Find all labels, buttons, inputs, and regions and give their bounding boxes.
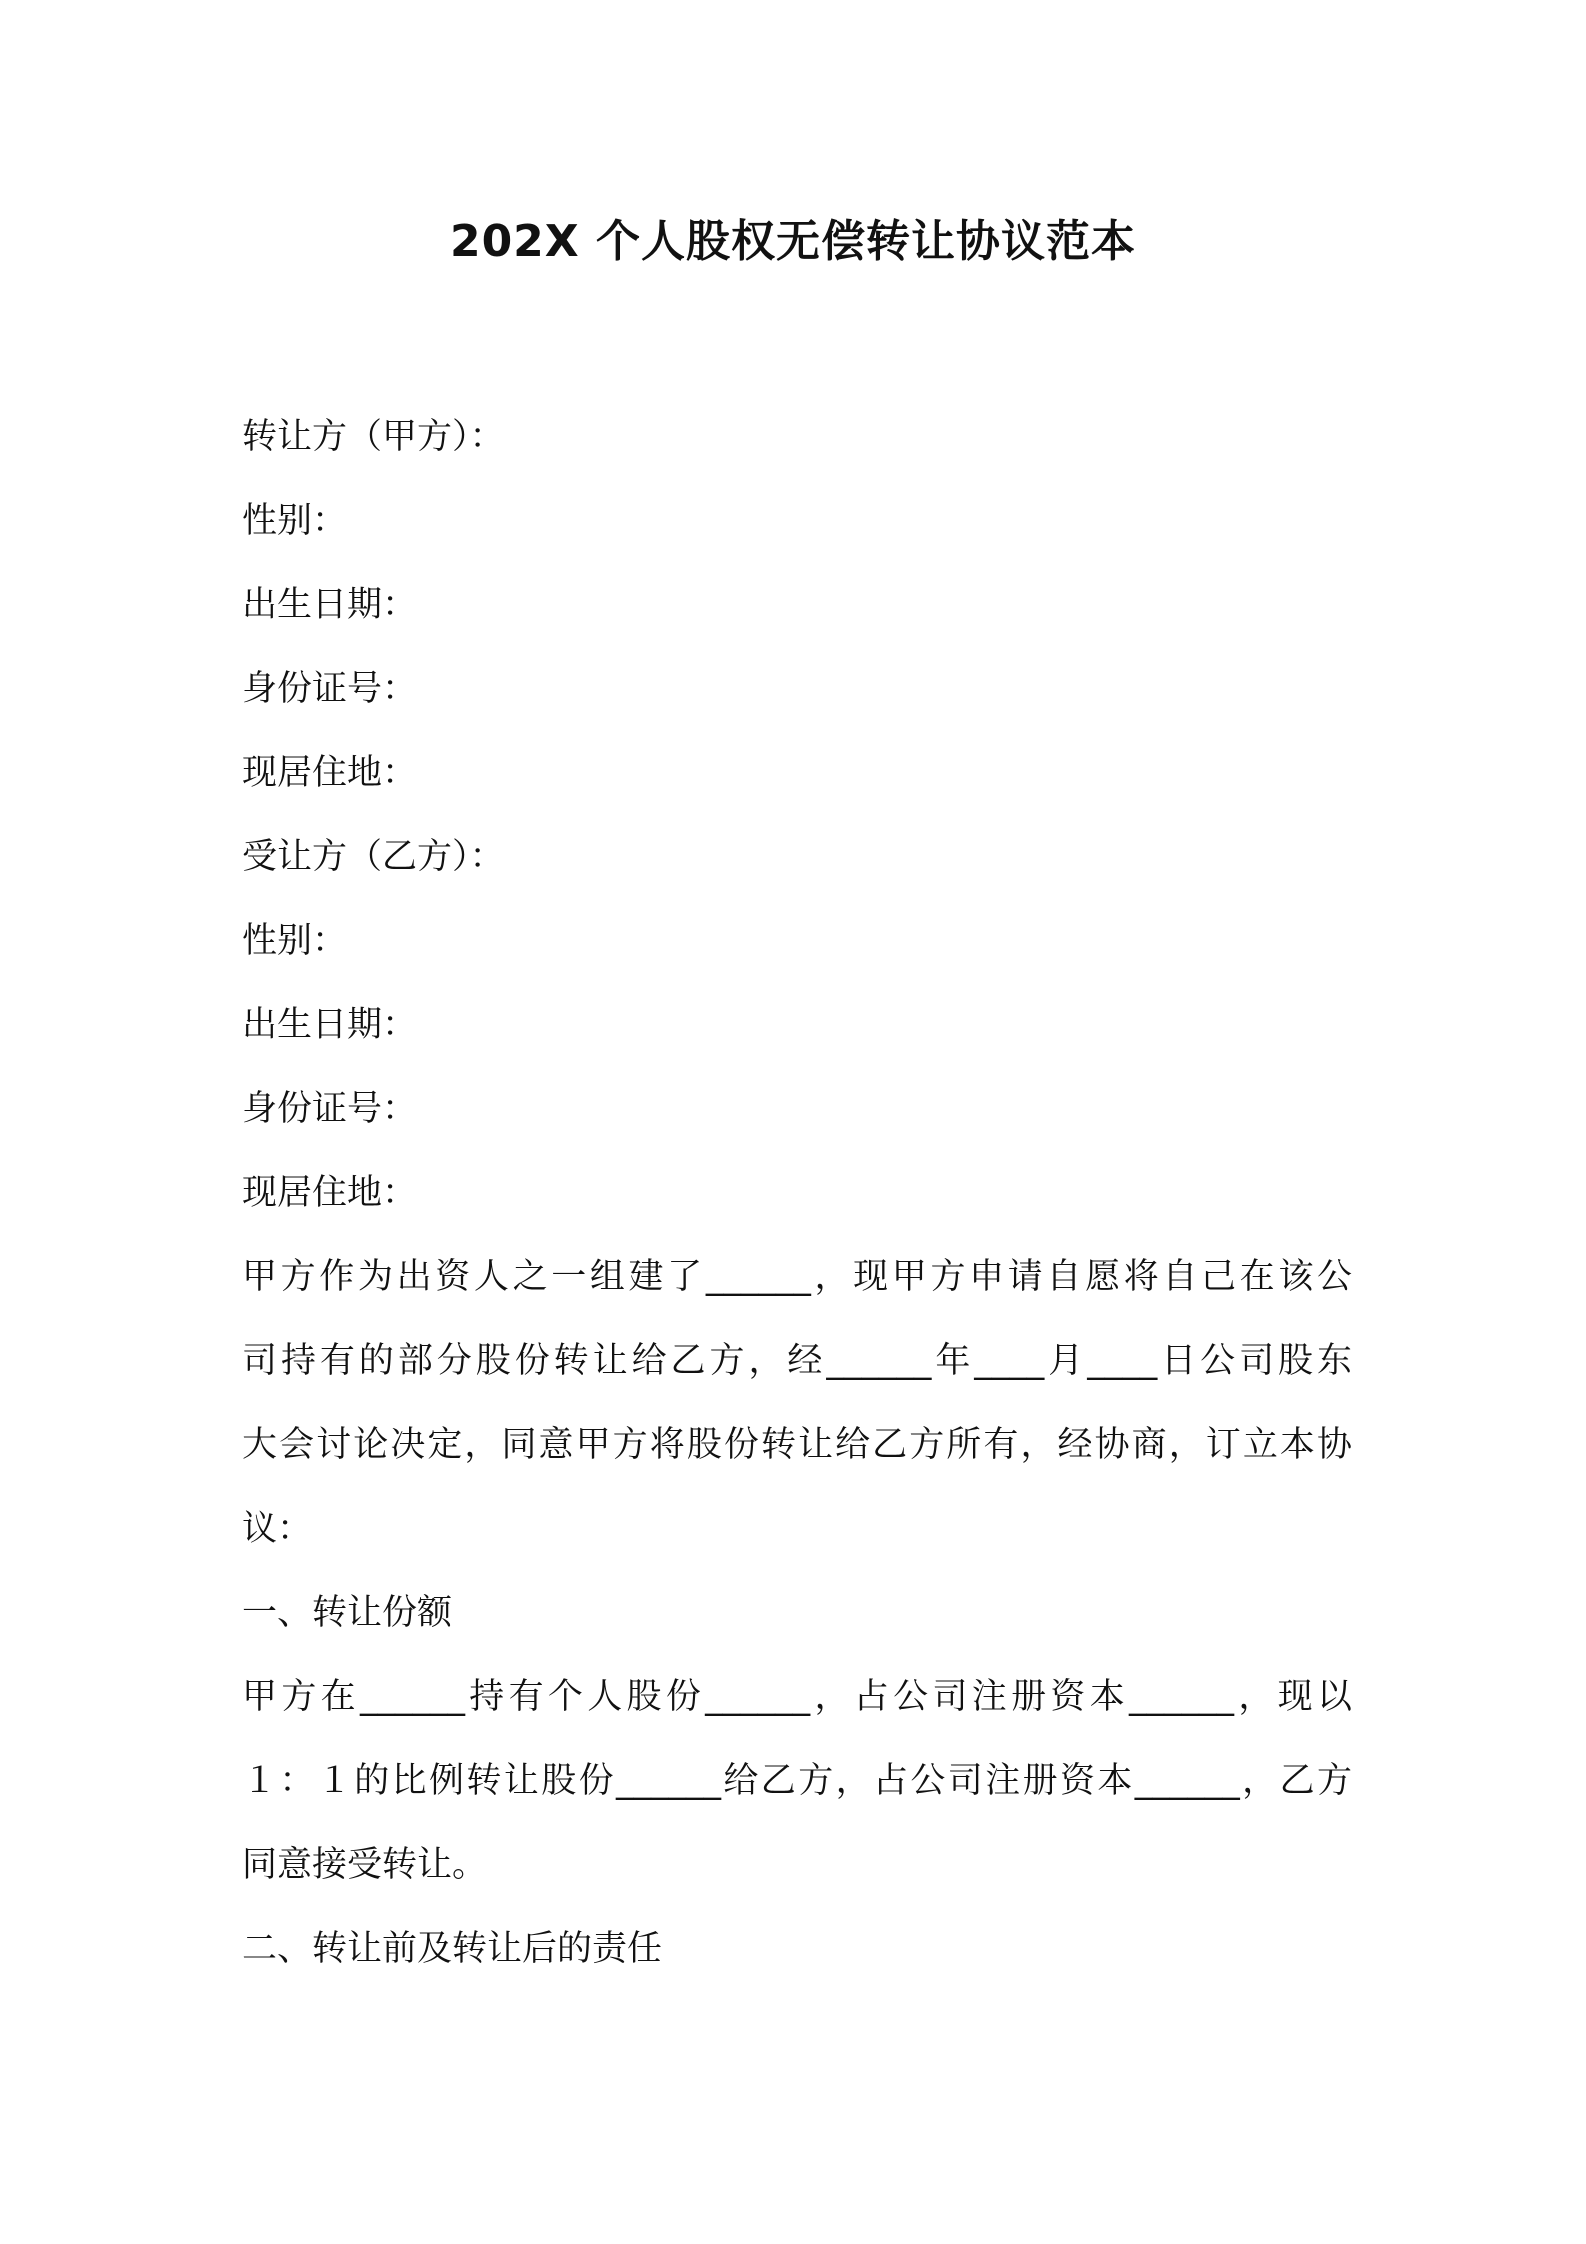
preamble-row: 司持有的部分股份转让给乙方，经______年____月____日公司股东 [242,1341,1352,1381]
preamble-row: 议： [242,1509,313,1549]
party-a-address: 现居住地： [242,753,418,793]
preamble-row: 甲方作为出资人之一组建了______，现甲方申请自愿将自己在该公 [242,1257,1352,1297]
section-2-heading: 二、转让前及转让后的责任 [242,1929,663,1969]
section-1-heading: 一、转让份额 [242,1593,453,1633]
party-a-id-number: 身份证号： [242,669,418,709]
preamble-paragraph [242,1235,1352,1571]
party-a-birthdate: 出生日期： [242,585,418,625]
party-b-label: 受让方（乙方）： [242,837,505,877]
section-1-row: 甲方在______持有个人股份______，占公司注册资本______，现以 [242,1677,1352,1717]
party-b-address: 现居住地： [242,1173,418,1213]
section-1-paragraph [242,1655,1352,1907]
party-b-gender: 性别： [242,921,348,961]
party-b-id-number: 身份证号： [242,1089,418,1129]
preamble-row: 大会讨论决定，同意甲方将股份转让给乙方所有，经协商，订立本协 [242,1425,1352,1465]
section-1-row: １：１的比例转让股份______给乙方，占公司注册资本______，乙方 [242,1761,1352,1801]
section-1-row: 同意接受转让。 [242,1845,488,1885]
party-a-gender: 性别： [242,501,348,541]
document-title: 202X 个人股权无偿转让协议范本 [449,216,1137,267]
party-b-birthdate: 出生日期： [242,1005,418,1045]
party-a-label: 转让方（甲方）： [242,417,505,457]
